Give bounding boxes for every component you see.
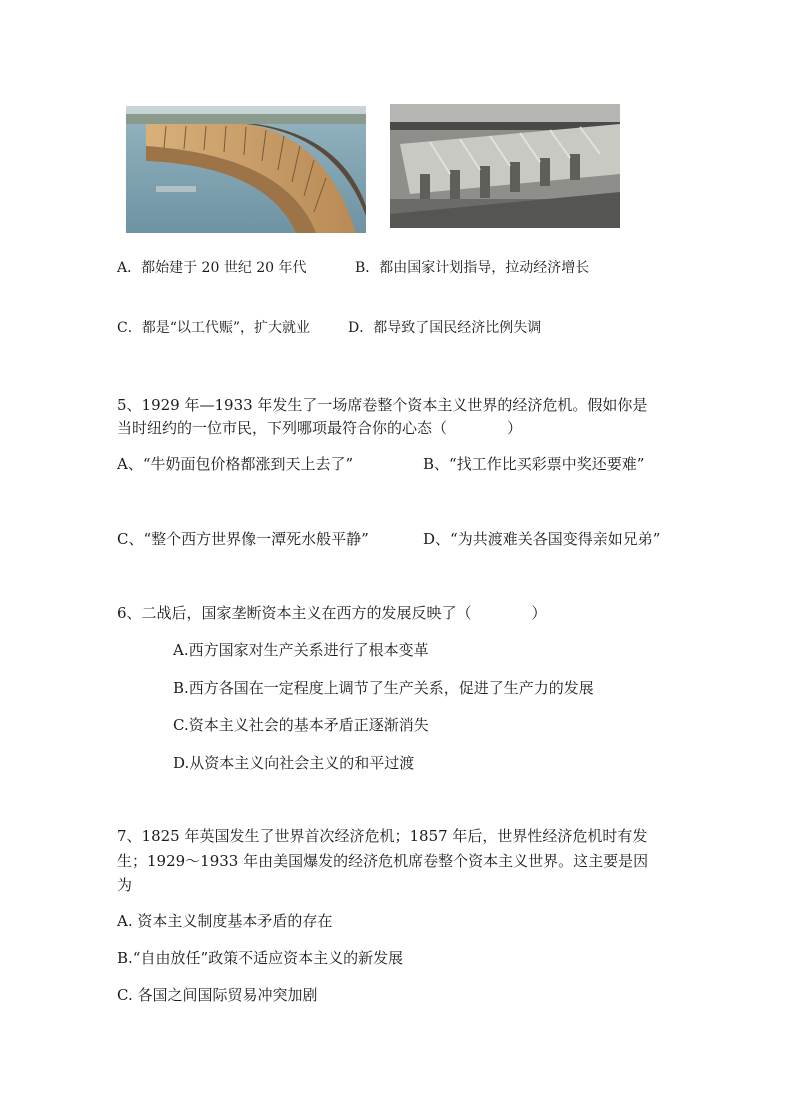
q6-stem: 6、二战后，国家垄断资本主义在西方的发展反映了（ ） [117,604,547,622]
q6-option-d[interactable]: D.从资本主义向社会主义的和平过渡 [173,754,415,772]
q6-option-b[interactable]: B.西方各国在一定程度上调节了生产关系，促进了生产力的发展 [173,679,594,697]
q6-option-a[interactable]: A.西方国家对生产关系进行了根本变革 [173,641,429,659]
q7-stem-line3: 为 [117,876,133,894]
q7-stem-line2: 生；1929～1933 年由美国爆发的经济危机席卷整个资本主义世界。这主要是因 [117,852,649,870]
q7-option-a[interactable]: A. 资本主义制度基本矛盾的存在 [117,912,333,930]
q4-option-c[interactable]: C．都是“以工代赈”，扩大就业 [117,320,311,336]
q5-option-b[interactable]: B、“找工作比买彩票中奖还要难” [423,455,645,473]
q7-option-b[interactable]: B.“自由放任”政策不适应资本主义的新发展 [117,949,404,967]
q6-option-c[interactable]: C.资本主义社会的基本矛盾正逐渐消失 [173,716,429,734]
dam-photo-right [390,104,620,228]
q4-option-b[interactable]: B．都由国家计划指导，拉动经济增长 [355,260,590,276]
q5-option-c[interactable]: C、“整个西方世界像一潭死水般平静” [117,530,369,548]
q4-option-d[interactable]: D．都导致了国民经济比例失调 [348,320,542,336]
q7-option-c[interactable]: C. 各国之间国际贸易冲突加剧 [117,986,318,1004]
q4-option-a[interactable]: A．都始建于 20 世纪 20 年代 [117,260,307,276]
q5-stem-line2: 当时纽约的一位市民，下列哪项最符合你的心态（ ） [117,419,523,437]
q7-stem-line1: 7、1825 年英国发生了世界首次经济危机；1857 年后，世界性经济危机时有发 [117,827,648,845]
q5-option-d[interactable]: D、“为共渡难关各国变得亲如兄弟” [423,530,661,548]
dam-photo-left [126,106,366,233]
q5-stem-line1: 5、1929 年—1933 年发生了一场席卷整个资本主义世界的经济危机。假如你是 [117,396,648,414]
q5-option-a[interactable]: A、“牛奶面包价格都涨到天上去了” [117,455,354,473]
